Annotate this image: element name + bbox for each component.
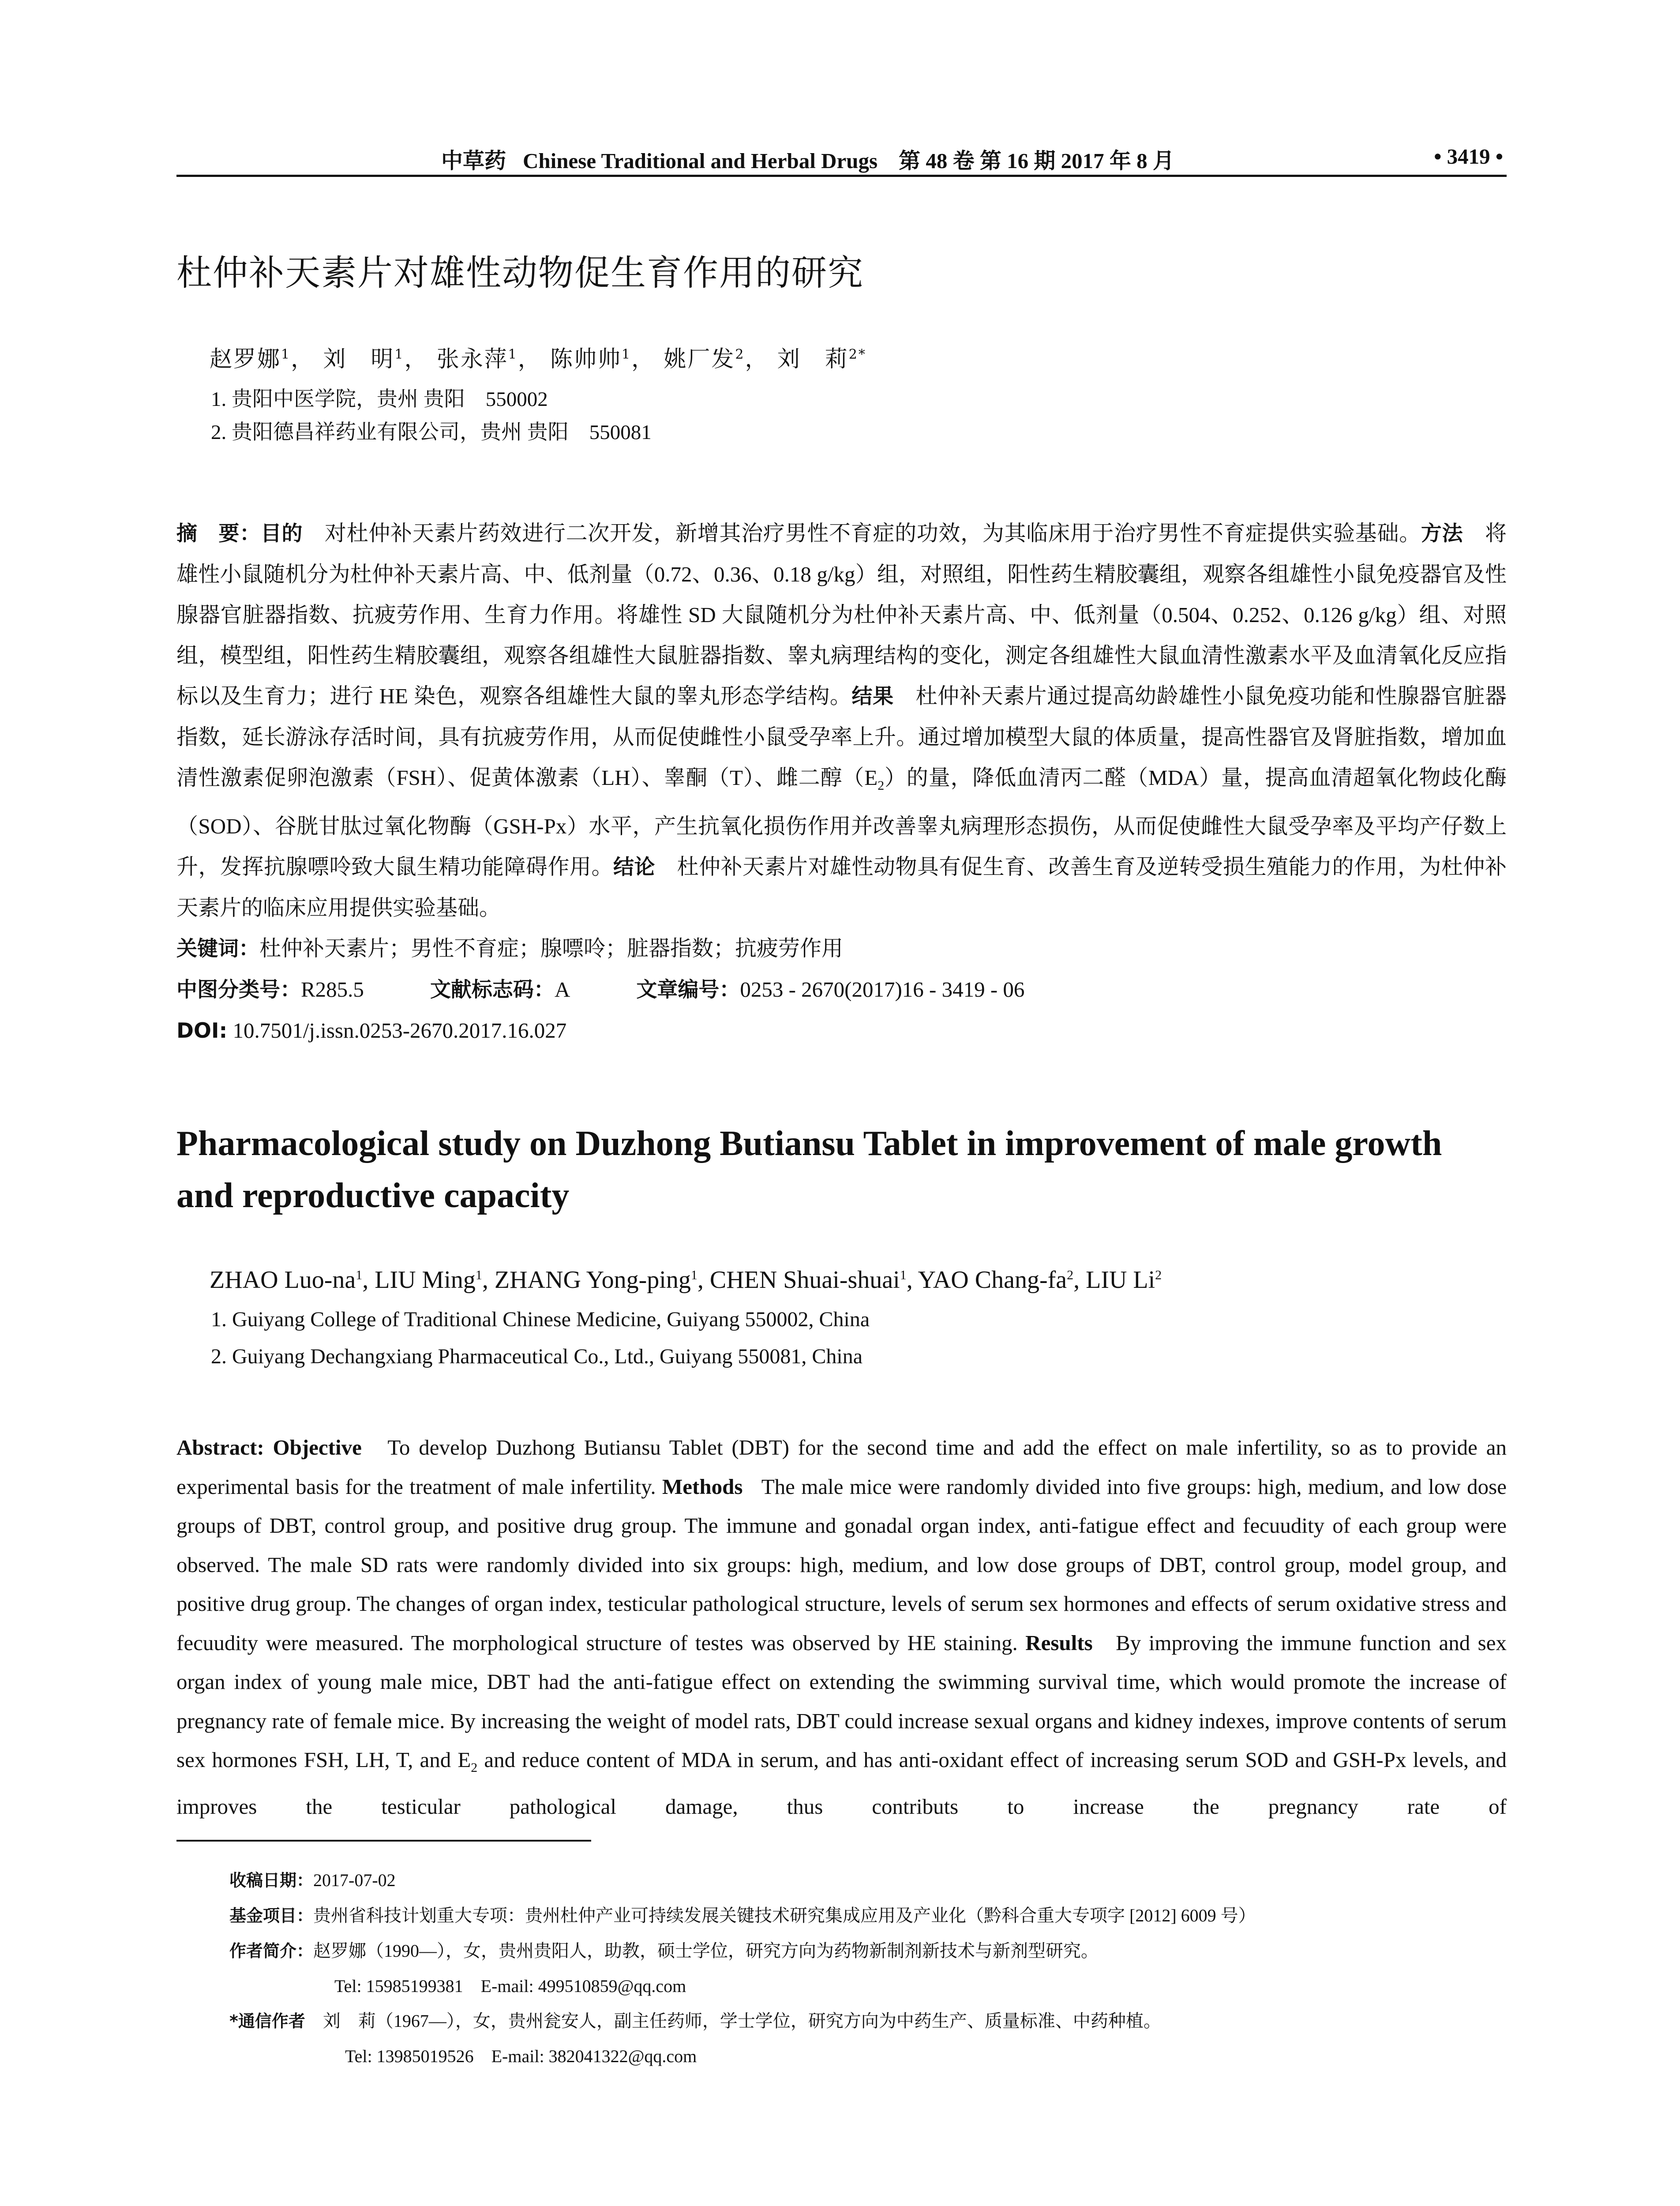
issue-info: 第 48 卷 第 16 期 2017 年 8 月 (899, 149, 1174, 173)
footnote-received: 收稿日期：2017-07-02 (229, 1870, 396, 1890)
page (176, 132, 1512, 1827)
footnote-author-bio: 作者简介：赵罗娜（1990—），女，贵州贵阳人，助教，硕士学位，研究方向为药物新制剂新技术与新剂型研究。 (229, 1941, 1099, 1961)
title-cn: 杜仲补天素片对雄性动物促生育作用的研究 (176, 252, 864, 293)
footnote-author-contact: Tel: 15985199381 E-mail: 499510859@qq.com (334, 1976, 686, 1996)
author-en: YAO Chang-$fa^2$, (918, 1266, 1086, 1294)
affiliation-cn: 2. 贵阳德昌祥药业有限公司，贵州 贵阳 550081 (211, 421, 652, 444)
journal-name-en: Chinese Traditional and Herbal Drugs (523, 149, 878, 173)
affiliation-en: 2. Guiyang Dechangxiang Pharmaceutical Co., Ltd., Guiyang 550081, China (211, 1345, 863, 1369)
journal-name-cn: 中草药 (441, 148, 506, 173)
author-en: ZHANG Yong-ping$^1$, (494, 1266, 710, 1294)
classification-line: 中图分类号：R285.5 文献标志码：A 文章编号：0253 - 2670(2017)16 - 3419 - 06 (176, 977, 1025, 1002)
author-cn: 姚厂发$^2$， (664, 346, 769, 372)
page-number: • 3419 • (1434, 144, 1503, 169)
affiliation-cn: 1. 贵阳中医学院，贵州 贵阳 550002 (211, 388, 548, 411)
author-en: LIU Ming$^1$, (375, 1266, 495, 1294)
author-cn: 刘 莉$^{2*}$ (777, 346, 866, 372)
author-en: LIU Li$^2$ (1086, 1266, 1162, 1294)
footnote-corresponding: *通信作者 刘 莉（1967—），女，贵州瓮安人，副主任药师，学士学位，研究方向为中药生产、质量标准、中药种植。 (229, 2011, 1161, 2031)
authors-en (210, 1266, 1507, 1294)
author-cn: 赵罗娜$^1$， (210, 346, 315, 372)
authors-cn (210, 341, 1507, 373)
title-en: Pharmacological study on Duzhong Butiansu Tablet in improvement of male growth and reproductive capacity (176, 1124, 1442, 1216)
keywords-cn: 关键词：杜仲补天素片；男性不育症；腺嘌呤；脏器指数；抗疲劳作用 (176, 936, 844, 961)
running-header (176, 132, 1507, 177)
abstract-cn-body: 摘 要：目的 对杜仲补天素片药效进行二次开发，新增其治疗男性不育症的功效，为其临床用于治疗男性不育症提供实验基础。方法 将雄性小鼠随机分为杜仲补天素片高、中、低剂量（0.72、0.36、0.18 g/kg）组，对照组，阳性药生精胶囊组，观察各组雄性小鼠免疫器官及性腺器官脏器指数、抗疲劳作用、生育力作用。将雄性 SD 大鼠随机分为杜仲补天素片高、中、低剂量（0.504、0.252、0.126 g/kg）组、对照组，模型组，阳性药生精胶囊组，观察各组雄性大鼠脏器指数、睾丸病理结构的变化，测定各组雄性大鼠血清性激素水平及血清氧化反应指标以及生育力；进行 HE 染色，观察各组雄性大鼠的睾丸形态学结构。结果 杜仲补天素片通过提高幼龄雄性小鼠免疫功能和性腺器官脏器指数，延长游泳存活时间，具有抗疲劳作用，从而促使雌性小鼠受孕率上升。通过增加模型大鼠的体质量，提高性器官及肾脏指数，增加血清性激素促卵泡激素（FSH）、促黄体激素（LH）、睾酮（T）、雌二醇$(E_2)$的量，降低血清丙二醛（MDA）量，提高血清超氧化物歧化酶（SOD）、谷胱甘肽过氧化物酶（GSH-Px）水平，产生抗氧化损伤作用并改善睾丸病理形态损伤，从而促使雌性大鼠受孕率及平均产仔数上升，发挥抗腺嘌呤致大鼠生精功能障碍作用。结论 杜仲补天素片对雄性动物具有促生育、改善生育及逆转受损生殖能力的作用，为杜仲补天素片的临床应用提供实验基础。 (176, 521, 1507, 920)
author-cn: 张永萍$^1$， (436, 346, 542, 372)
abstract-cn (176, 513, 1507, 1051)
author-cn: 刘 明$^1$， (323, 346, 428, 372)
author-en: CHEN Shuai-shuai$^1$, (709, 1266, 918, 1294)
affiliation-en: 1. Guiyang College of Traditional Chinese Medicine, Guiyang 550002, China (211, 1308, 870, 1332)
doi-value: 10.7501/j.issn.0253-2670.2017.16.027 (227, 1018, 567, 1043)
abstract-en: Abstract: Objective To develop Duzhong Butiansu Tablet (DBT) for the second time and add the effect on male infertility, so as to provide an experimental basis for the treatment of male infertility. Methods The male mice were randomly divided into five groups: high, medium, and low dose groups of DBT, control group, and positive drug group. The immune and gonadal organ index, anti-fatigue effect and fecuudity of each group were observed. The male SD rats were randomly divided into six groups: high, medium, and low dose groups of DBT, control group, model group, and positive drug group. The changes of organ index, testicular pathological structure, levels of serum sex hormones and effects of serum oxidative stress and fecuudity were measured. The morphological structure of testes was observed by HE staining. Results By improving the immune function and sex organ index of young male mice, DBT had the anti-fatigue effect on extending the swimming survival time, which would promote the increase of pregnancy rate of female mice. By increasing the weight of model rats, DBT could increase sexual organs and kidney indexes, improve contents of serum sex hormones FSH, LH, T, and $E_2$ and reduce content of MDA in serum, and has anti-oxidant effect of increasing serum SOD and GSH-Px levels, and improves the testicular pathological damage, thus contributs to increase the pregnancy rate of (176, 1435, 1512, 1819)
author-cn: 陈帅帅$^1$， (550, 346, 656, 372)
footnote-divider (176, 1840, 591, 1842)
affiliations-en (211, 1301, 1507, 1375)
journal-header (441, 144, 1174, 175)
author-en: ZHAO Luo-$na^1$, (210, 1266, 375, 1294)
doi-line: DOI: 10.7501/j.issn.0253-2670.2017.16.027 (176, 1018, 567, 1043)
footnote-corresponding-contact: Tel: 13985019526 E-mail: 382041322@qq.com (345, 2046, 697, 2066)
footnote-fund: 基金项目：贵州省科技计划重大专项：贵州杜仲产业可持续发展关键技术研究集成应用及产业化（黔科合重大专项字 [2012] 6009 号） (229, 1906, 1256, 1925)
affiliations-cn (211, 383, 1507, 449)
footnotes (229, 1863, 1500, 2074)
